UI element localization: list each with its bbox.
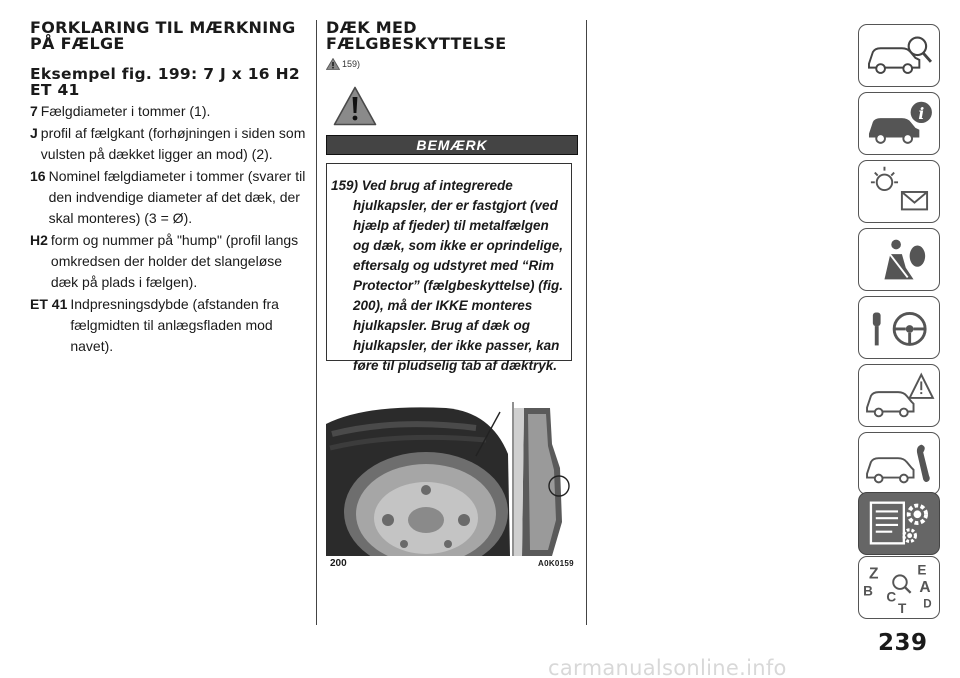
definition-term: H2 [30, 232, 48, 248]
alphabetical-index-icon [859, 557, 939, 618]
section-heading: FORKLARING TIL MÆRKNING PÅ FÆLGE [30, 18, 296, 53]
definition-item [30, 101, 306, 122]
car-emergency-icon [859, 365, 939, 426]
note-text: 159) Ved brug af integrerede hjulkapsler, der er fastgjort (ved hjælp af fjeder) til metalfælgen og dæk, som ikke er oprindelige, eftersalg og udstyret med “Rim Protector” (fælgbeskyttelse) (fig. 200), må der IKKE monteres hjulkapsler. Brug af dæk og hjulkapsler, der ikke passer, kan føre til pludselig tab af dæktryk. [331, 178, 564, 373]
definition-item [30, 123, 306, 165]
figure-number: 200 [330, 558, 347, 569]
index-letter: T [898, 601, 907, 617]
tab-car-search[interactable] [858, 24, 940, 87]
note-box [326, 163, 572, 373]
tab-maintenance[interactable] [858, 432, 940, 495]
definition-text: Indpresningsdybde (afstanden fra fælgmidten til anlægsfladen mod navet). [70, 296, 279, 354]
figure-code: A0K0159 [538, 559, 574, 568]
definition-list [30, 101, 306, 357]
car-wrench-icon [859, 433, 939, 494]
index-letter: E [917, 562, 927, 578]
watermark: carmanualsonline.info [548, 656, 787, 678]
index-letter: B [863, 583, 873, 599]
section-heading: DÆK MED FÆLGBESKYTTELSE [326, 18, 507, 53]
note-title-bar: BEMÆRK [326, 135, 578, 155]
warning-triangle-icon [333, 86, 377, 126]
car-search-icon [859, 25, 939, 86]
tab-starting-driving[interactable] [858, 296, 940, 359]
definition-term: 7 [30, 103, 38, 119]
index-letter: Z [868, 565, 879, 583]
index-letter: D [923, 597, 932, 611]
tab-warning-lights[interactable] [858, 160, 940, 223]
left-column [30, 20, 306, 357]
tab-index[interactable] [858, 556, 940, 619]
key-steering-wheel-icon [859, 297, 939, 358]
tab-safety[interactable] [858, 228, 940, 291]
page-number: 239 [878, 630, 928, 656]
definition-term: ET 41 [30, 296, 68, 312]
definition-term: J [30, 125, 38, 141]
tab-emergency[interactable] [858, 364, 940, 427]
right-column [326, 18, 578, 373]
example-subheading: Eksempel fig. 199: 7 J x 16 H2 ET 41 [30, 65, 300, 99]
tyre-rim-protector-illustration [326, 394, 572, 556]
technical-data-gear-icon [859, 493, 939, 554]
car-info-icon [859, 93, 939, 154]
definition-text: form og nummer på "hump" (profil langs omkredsen der holder det slangeløse dæk på plads i fælgen). [50, 232, 299, 290]
definition-text: Fælgdiameter i tommer (1). [40, 103, 211, 119]
definition-item [30, 294, 306, 357]
definition-text: Nominel fælgdiameter i tommer (svarer til den indvendige diameter af det dæk, der skal monteres) (3 = Ø). [48, 168, 306, 226]
note-reference [326, 58, 578, 70]
definition-text: profil af fælgkant (forhøjningen i siden som vulsten på dækket ligger an mod) (2). [40, 125, 306, 162]
airbag-seatbelt-icon [859, 229, 939, 290]
index-letter: C [886, 589, 897, 605]
definition-item [30, 166, 306, 229]
column-divider [586, 20, 587, 625]
tab-technical-data[interactable] [858, 492, 940, 555]
warning-small-icon [326, 58, 340, 70]
reference-number: 159) [342, 59, 361, 69]
column-divider [316, 20, 317, 625]
svg-text:i: i [918, 104, 925, 124]
definition-term: 16 [30, 168, 46, 184]
definition-item [30, 230, 306, 293]
warning-light-message-icon [859, 161, 939, 222]
index-letter: A [919, 578, 931, 596]
tab-car-info[interactable] [858, 92, 940, 155]
